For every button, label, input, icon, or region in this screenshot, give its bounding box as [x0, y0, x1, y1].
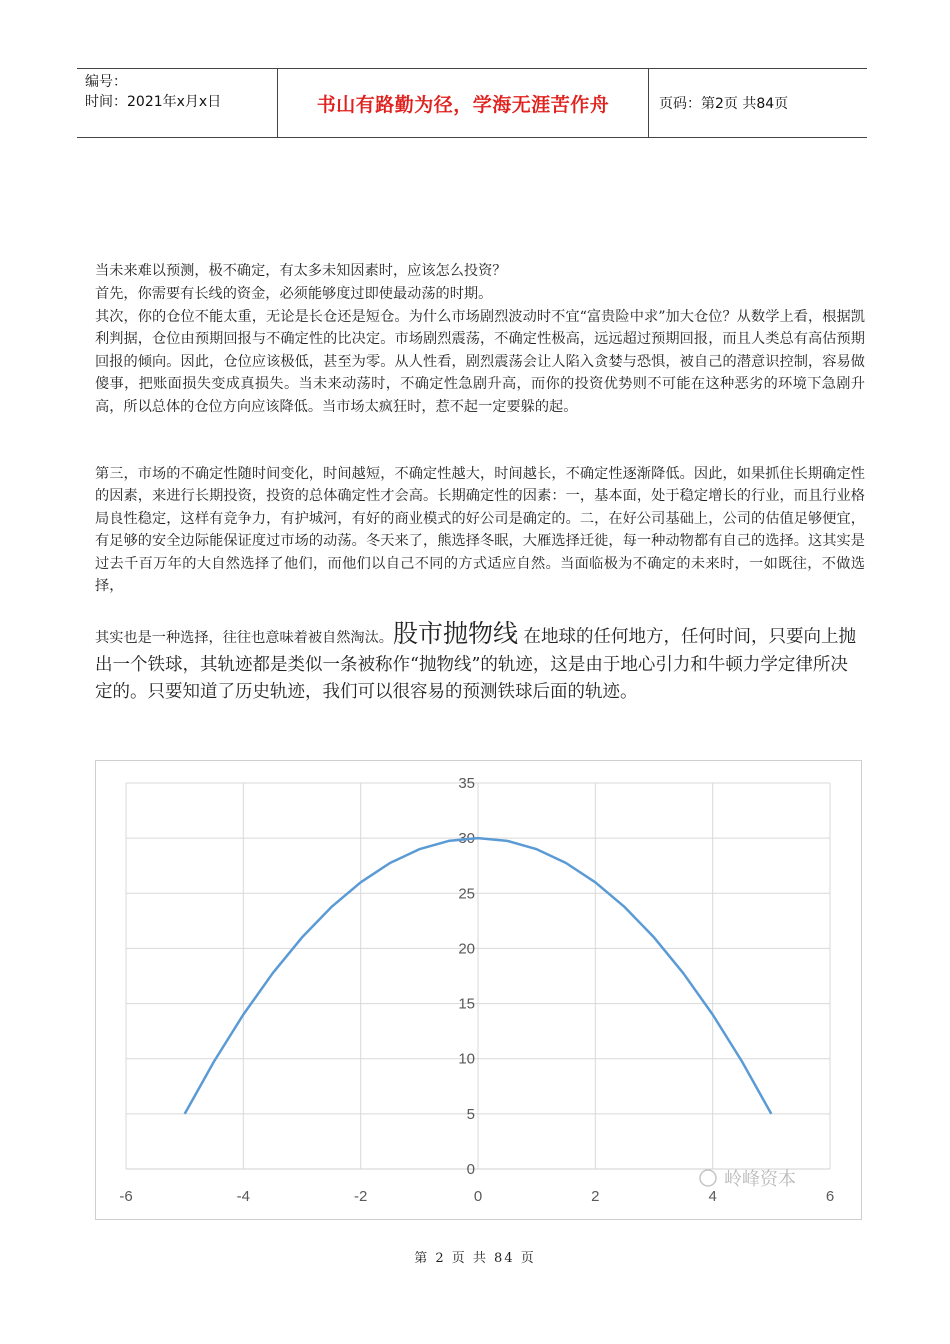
x-tick-label: 2 [591, 1188, 600, 1205]
y-tick-label: 35 [458, 775, 475, 792]
section-title: 股市抛物线 [392, 619, 518, 648]
x-tick-label: 4 [708, 1188, 717, 1205]
header-meta-cell [77, 69, 278, 137]
serial-label: 编号： [85, 74, 127, 90]
x-tick-label: 6 [825, 1188, 835, 1205]
parabola-chart-svg [96, 761, 863, 1221]
y-tick-label: 30 [458, 830, 475, 848]
document-header [77, 68, 867, 138]
paragraph-second: 其次，你的仓位不能太重，无论是长仓还是短仓。为什么市场剧烈波动时不宜“富贵险中求”加大仓位？从数学上看，根据凯利判据，仓位由预期回报与不确定性的比决定。市场剧烈震荡，不确定性极高，远远超过预期回报，而且人类总有高估预期回报的倾向。因此，仓位应该极低，甚至为零。从人性看，剧烈震荡会让人陷入贪婪与恐惧，被自己的潜意识控制，容易做傻事，把账面损失变成真损失。当未来动荡时，不确定性急剧升高，而你的投资优势则不可能在这种恶劣的环境下急剧升高，所以总体的仓位方向应该降低。当市场太疯狂时，惹不起一定要躲的起。 [95, 309, 865, 415]
watermark-text: 岭峰资本 [724, 1169, 796, 1190]
y-tick-label: 10 [458, 1050, 475, 1068]
header-page-code: 页码：第2页 共84页 [659, 96, 789, 112]
x-tick-label: -6 [119, 1188, 133, 1205]
x-tick-label: 0 [473, 1188, 483, 1205]
paragraph-lead: 其实也是一种选择，往往也意味着被自然淘汰。 [95, 630, 393, 646]
wechat-icon [700, 1170, 716, 1186]
y-tick-label: 15 [458, 995, 475, 1013]
paragraph-parabola-text: 在地球的任何地方，任何时间，只要向上抛出一个铁球，其轨迹都是类似一条被称作“抛物线”的轨迹，这是由于地心引力和牛顿力学定律所决定的。只要知道了历史轨迹，我们可以很容易的预测铁球后面的轨迹。 [95, 627, 857, 702]
x-tick-label: -2 [353, 1188, 368, 1205]
y-tick-label: 20 [458, 940, 475, 958]
paragraph-parabola [95, 620, 865, 706]
y-tick-label: 5 [466, 1105, 475, 1123]
time-label: 时间：2021年x月x日 [85, 94, 222, 110]
header-motto: 书山有路勤为径，学海无涯苦作舟 [278, 69, 649, 137]
x-tick-label: -4 [236, 1188, 251, 1205]
paragraph-first: 首先，你需要有长线的资金，必须能够度过即使最动荡的时期。 [95, 286, 493, 302]
y-tick-label: 25 [458, 885, 475, 903]
page-footer: 第 2 页 共 84 页 [414, 1251, 536, 1266]
paragraph-third: 第三，市场的不确定性随时间变化，时间越短，不确定性越大，时间越长，不确定性逐渐降低。因此，如果抓住长期确定性的因素，来进行长期投资，投资的总体确定性才会高。长期确定性的因素：一，基本面，处于稳定增长的行业，而且行业格局良性稳定，这样有竞争力，有护城河，有好的商业模式的好公司是确定的。二，在好公司基础上，公司的估值足够便宜，有足够的安全边际能保证度过市场的动荡。冬天来了，熊选择冬眠，大雁选择迁徙，每一种动物都有自己的选择。这其实是过去千百万年的大自然选择了他们，而他们以自己不同的方式适应自然。当面临极为不确定的未来时，一如既往，不做选择， [95, 466, 865, 595]
y-tick-label: 0 [466, 1161, 475, 1178]
paragraph-question: 当未来难以预测，极不确定，有太多未知因素时，应该怎么投资？ [95, 263, 507, 279]
parabola-chart [95, 760, 862, 1220]
